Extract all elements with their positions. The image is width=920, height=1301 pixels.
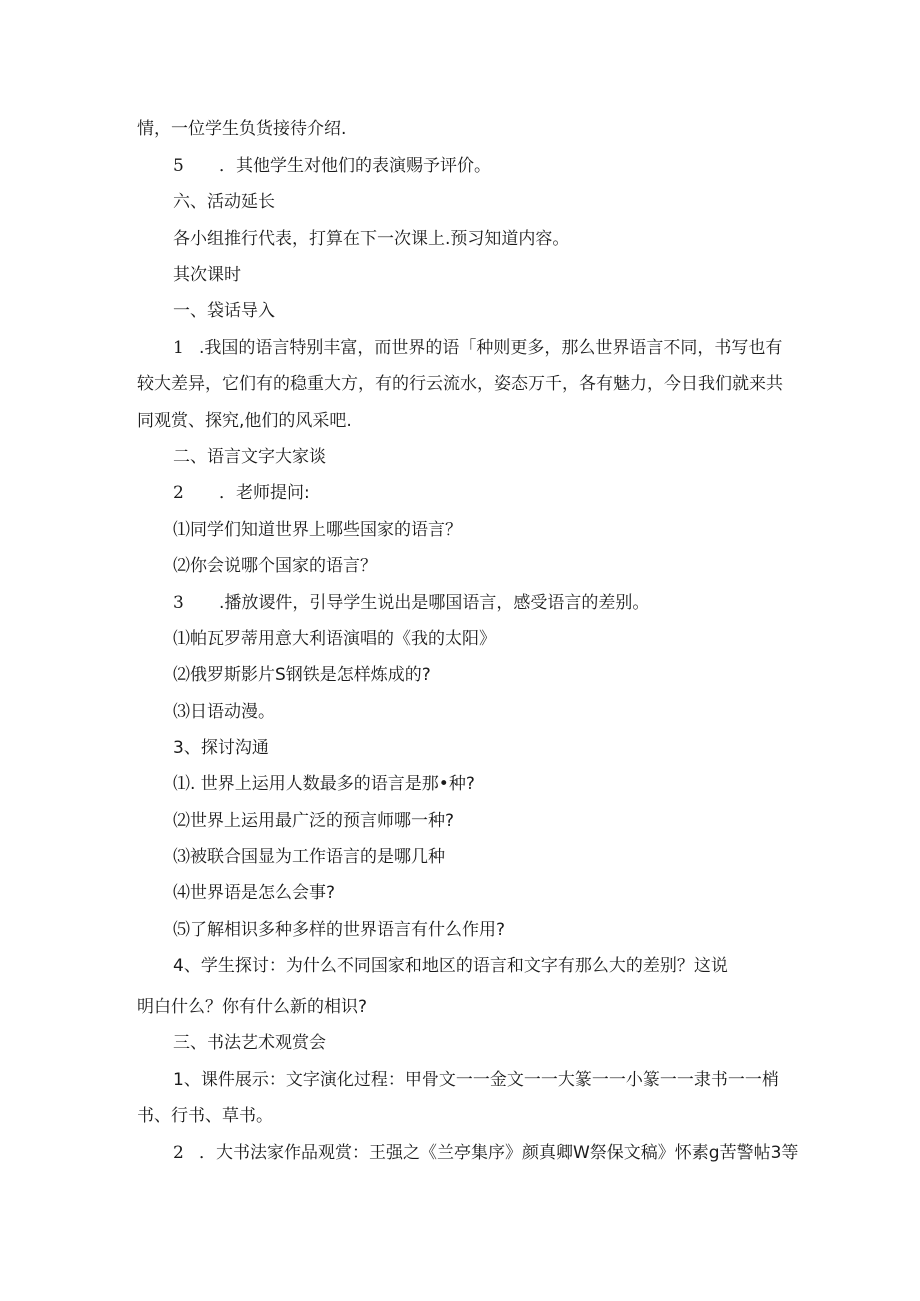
paragraph-line: 书、行书、草书。 (137, 1106, 273, 1126)
list-item-5: 5 ．其他学生对他们的表演赐予评价。 (173, 156, 491, 176)
item-number: 5 (173, 156, 184, 176)
paragraph-line: 同观赏、探究,他们的风采吧. (137, 411, 352, 431)
paragraph-line: 情，一位学生负货接待介绍. (137, 119, 347, 139)
sub-item: ⑴同学们知道世界上哪些国家的语言？ (173, 520, 462, 540)
sub-item: ⑵世界上运用最广泛的预言师哪一种? (173, 811, 455, 831)
section-heading-activity-extension: 六、活动延长 (173, 192, 275, 212)
list-item-2: 2 ．老师提问: (173, 483, 310, 503)
item-number: 3 (173, 593, 184, 613)
section-heading-discussion: 3、探讨沟通 (173, 738, 269, 758)
paragraph-line: 各小组推行代表，打算在下一次课上.预习知道内容。 (173, 229, 570, 249)
section-heading-calligraphy: 三、书法艺术观赏会 (173, 1033, 326, 1053)
list-item-2-calligraphy: 2 ．大书法家作品观赏：王强之《兰亭集序》颜真卿W祭保文稿》怀素g苦警帖3等 (173, 1143, 799, 1163)
sub-item: ⑸了解相识多种多样的世界语言有什么作用? (173, 920, 506, 940)
item-number: 1 (173, 338, 184, 358)
list-item-1: 1 .我国的语言特别丰富，而世界的语「种则更多，那么世界语言不同，书写也有 (173, 338, 783, 358)
section-heading-second-lesson: 其次课时 (173, 265, 241, 285)
sub-item: ⑴帕瓦罗蒂用意大利语演唱的《我的太阳》 (173, 629, 496, 649)
paragraph-line: 1、课件展示：文字演化过程：甲骨文一一金文一一大篆一一小篆一一隶书一一梢 (173, 1070, 779, 1090)
sub-item: ⑵俄罗斯影片S钢铁是怎样炼成的? (173, 665, 431, 685)
section-heading-intro: 一、袋话导入 (173, 301, 275, 321)
item-number: 2 (173, 1143, 184, 1163)
list-item-3: 3 .播放谡件，引导学生说出是哪国语言，感受语言的差别。 (173, 593, 650, 613)
paragraph-line: 明白什么？你有什么新的相识? (137, 997, 368, 1017)
sub-item: ⑷世界语是怎么会事? (173, 883, 336, 903)
paragraph-line: 较大差异，它们有的稳重大方，有的行云流水，姿态万千，各有魅力，今日我们就来共 (137, 374, 783, 394)
sub-item: ⑶被联合国显为工作语言的是哪几种 (173, 847, 445, 867)
item-number: 2 (173, 483, 184, 503)
sub-item: ⑶日语动漫。 (173, 702, 275, 722)
sub-item: ⑵你会说哪个国家的语言？ (173, 556, 377, 576)
paragraph-line: 4、学生探讨：为什么不同国家和地区的语言和文字有那么大的差别？这说 (173, 956, 728, 976)
sub-item: ⑴. 世界上运用人数最多的语言是那•种? (173, 774, 475, 794)
section-heading-language-talk: 二、语言文字大家谈 (173, 447, 326, 467)
